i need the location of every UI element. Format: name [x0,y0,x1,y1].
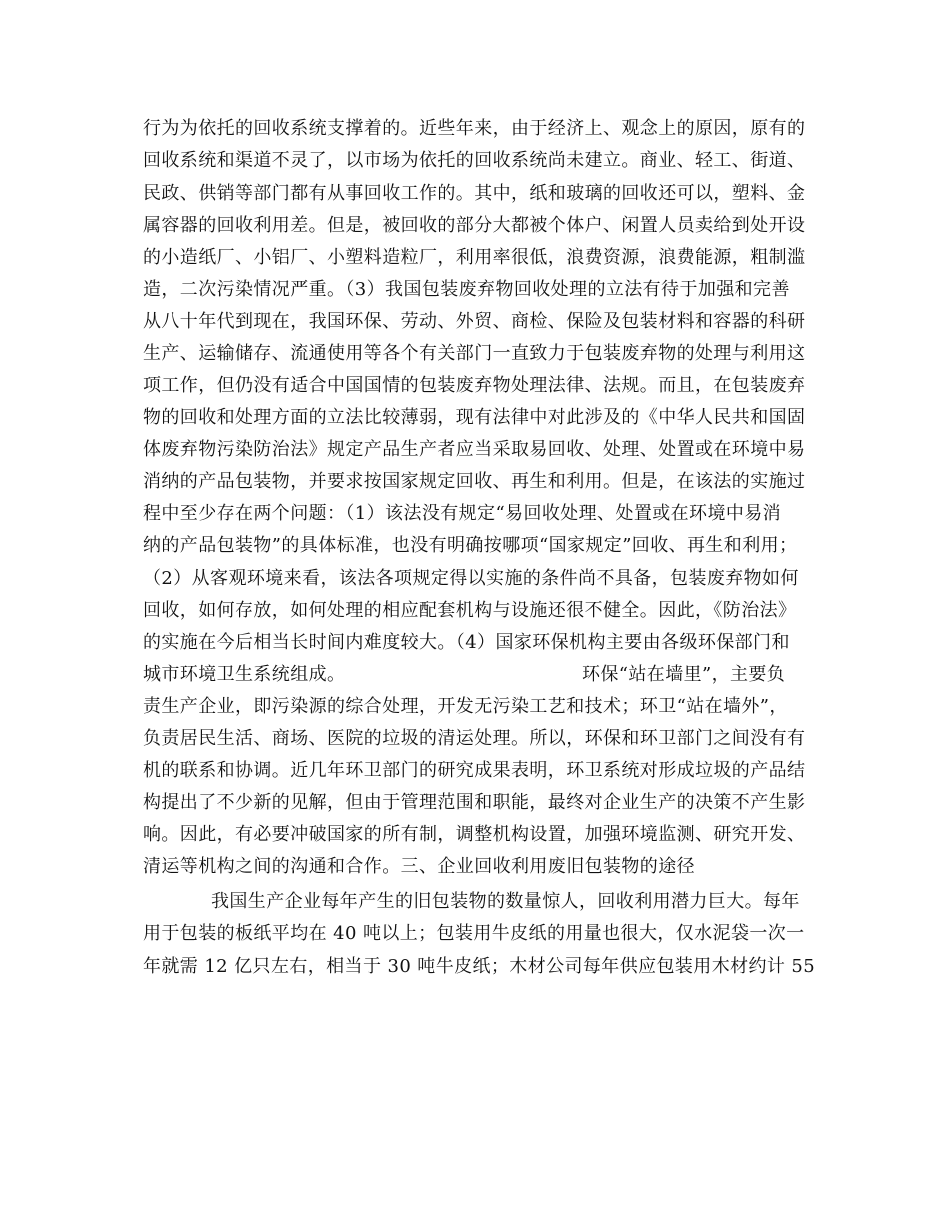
text-line: 程中至少存在两个问题：（1）该法没有规定“易回收处理、处置或在环境中易消 [143,503,782,524]
text-line: 生产、运输储存、流通使用等各个有关部门一直致力于包装废弃物的处理与利用这 [143,343,806,364]
text-line: 消纳的产品包装物，并要求按国家规定回收、再生和利用。但是，在该法的实施过 [143,471,806,492]
text-line: 回收系统和渠道不灵了，以市场为依托的回收系统尚未建立。商业、轻工、街道、 [143,150,806,171]
text-line: 民政、供销等部门都有从事回收工作的。其中，纸和玻璃的回收还可以，塑料、金 [143,183,806,204]
text-line: 响。因此，有必要冲破国家的所有制，调整机构设置，加强环境监测、研究开发、 [143,824,806,845]
text-line: 负责居民生活、商场、医院的垃圾的清运处理。所以，环保和环卫部门之间没有有 [143,728,806,749]
text-line: 属容器的回收利用差。但是，被回收的部分大都被个体户、闲置人员卖给到处开设 [143,215,806,236]
text-line: 清运等机构之间的沟通和合作。三、企业回收利用废旧包装物的途径 [143,856,695,877]
split-text-line [143,663,807,687]
split-line-left: 城市环境卫生系统组成。 [143,664,346,685]
text-line: 责生产企业，即污染源的综合处理，开发无污染工艺和技术；环卫“站在墙外”， [143,696,788,717]
text-line: 纳的产品包装物”的具体标准，也没有明确按哪项“国家规定”回收、再生和利用； [143,535,798,556]
text-line: 的小造纸厂、小铝厂、小塑料造粒厂，利用率很低，浪费资源，浪费能源，粗制滥 [143,247,806,268]
split-line-right: 环保“站在墙里”，主要负 [582,664,786,685]
paragraph-first-line: 我国生产企业每年产生的旧包装物的数量惊人，回收利用潜力巨大。每年 [211,891,800,912]
text-line: （2）从客观环境来看，该法各项规定得以实施的条件尚不具备，包装废弃物如何 [143,568,799,589]
text-line: 体废弃物污染防治法》规定产品生产者应当采取易回收、处理、处置或在环境中易 [143,439,806,460]
text-line: 用于包装的板纸平均在 40 吨以上；包装用牛皮纸的用量也很大，仅水泥袋一次一 [143,923,805,944]
text-line: 回收，如何存放，如何处理的相应配套机构与设施还很不健全。因此，《防治法》 [143,600,797,621]
text-line: 的实施在今后相当长时间内难度较大。（4）国家环保机构主要由各级环保部门和 [143,632,790,653]
text-line: 物的回收和处理方面的立法比较薄弱，现有法律中对此涉及的《中华人民共和国固 [143,407,806,428]
text-line: 从八十年代到现在，我国环保、劳动、外贸、商检、保险及包装材料和容器的科研 [143,311,806,332]
text-line: 机的联系和协调。近几年环卫部门的研究成果表明，环卫系统对形成垃圾的产品结 [143,760,806,781]
text-line: 行为为依托的回收系统支撑着的。近些年来，由于经济上、观念上的原因，原有的 [143,118,806,139]
text-line: 项工作，但仍没有适合中国国情的包装废弃物处理法律、法规。而且，在包装废弃 [143,375,806,396]
text-line: 年就需 12 亿只左右，相当于 30 吨牛皮纸；木材公司每年供应包装用木材约计 55 [143,956,816,977]
text-line: 构提出了不少新的见解，但由于管理范围和职能，最终对企业生产的决策不产生影 [143,792,806,813]
text-line: 造，二次污染情况严重。（3）我国包装废弃物回收处理的立法有待于加强和完善 [143,279,790,300]
